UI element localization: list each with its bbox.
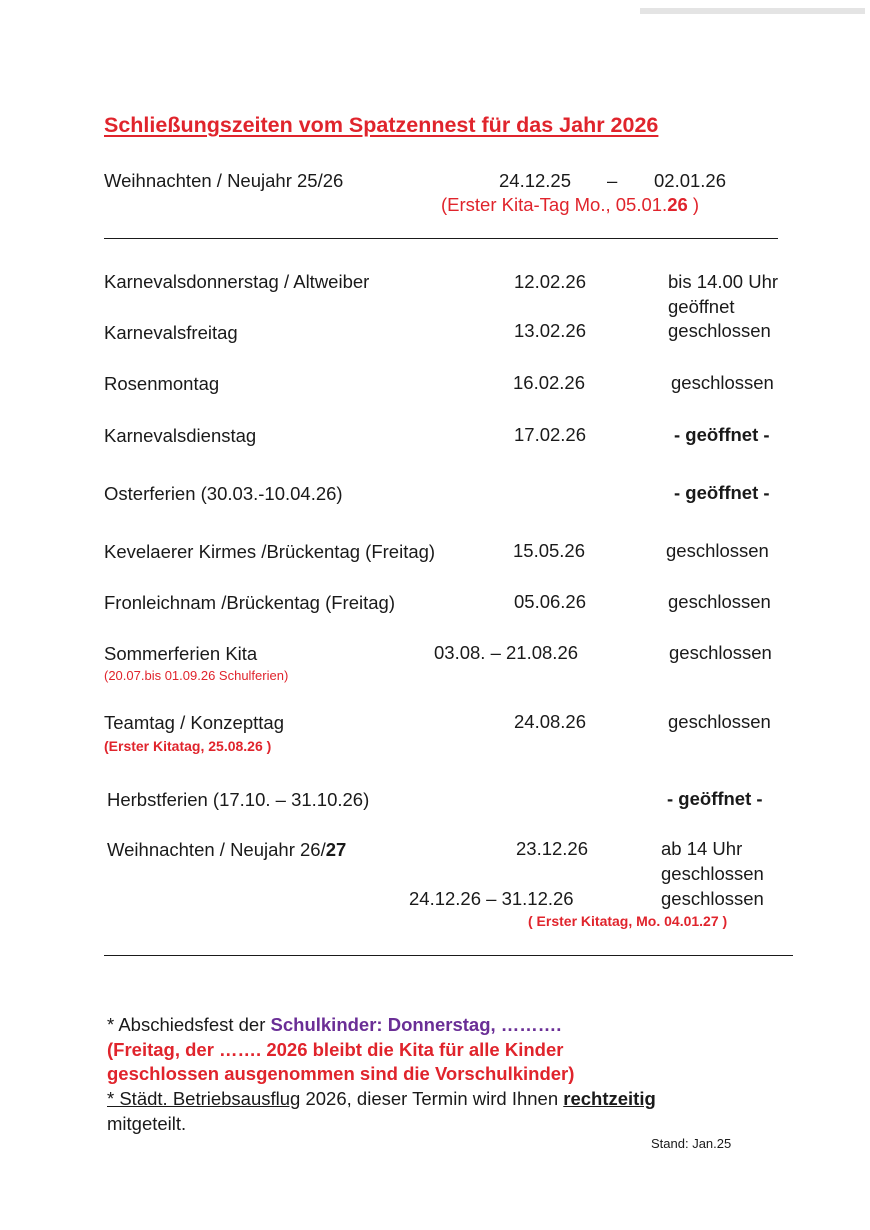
weiberfastnacht-status-time: bis 14.00 Uhr <box>668 271 779 292</box>
karnevalsdienstag-status: - geöffnet - <box>674 424 770 445</box>
karnevalsdienstag-label: Karnevalsdienstag <box>104 425 257 446</box>
rosenmontag-label: Rosenmontag <box>104 373 220 394</box>
christmas-25-date-from: 24.12.25 <box>499 170 572 191</box>
teamtag-status: geschlossen <box>668 711 771 732</box>
kirmes-label: Kevelaerer Kirmes /Brückentag (Freitag) <box>104 541 436 562</box>
rosenmontag-status: geschlossen <box>671 372 774 393</box>
karnevalsfreitag-status: geschlossen <box>668 320 771 341</box>
page-title: Schließungszeiten vom Spatzennest für das Jahr 2026 <box>104 113 659 137</box>
karnevalsdienstag-date: 17.02.26 <box>514 424 587 445</box>
status-date: Stand: Jan.25 <box>651 1136 732 1151</box>
osterferien-status: - geöffnet - <box>674 482 770 503</box>
karnevalsfreitag-label: Karnevalsfreitag <box>104 322 238 343</box>
sommerferien-school-note: (20.07.bis 01.09.26 Schulferien) <box>104 668 289 683</box>
christmas-26-range-status: geschlossen <box>661 888 764 909</box>
karnevalsfreitag-date: 13.02.26 <box>514 320 587 341</box>
christmas-26-status: geschlossen <box>661 863 764 884</box>
christmas-26-date: 23.12.26 <box>516 838 589 859</box>
kirmes-status: geschlossen <box>666 540 769 561</box>
osterferien-label: Osterferien (30.03.-10.04.26) <box>104 483 343 504</box>
christmas-26-label: Weihnachten / Neujahr 26/27 <box>107 839 347 860</box>
fronleichnam-status: geschlossen <box>668 591 771 612</box>
sommerferien-label: Sommerferien Kita <box>104 643 258 664</box>
teamtag-label: Teamtag / Konzepttag <box>104 712 284 733</box>
friday-closure-note: (Freitag, der ……. 2026 bleibt die Kita für alle Kinder <box>107 1039 564 1060</box>
fronleichnam-label: Fronleichnam /Brückentag (Freitag) <box>104 592 395 613</box>
christmas-26-date-range: 24.12.26 – 31.12.26 <box>409 888 574 909</box>
christmas-25-first-day-note: (Erster Kita-Tag Mo., 05.01.26 ) <box>441 194 700 215</box>
sommerferien-status: geschlossen <box>669 642 772 663</box>
herbstferien-label: Herbstferien (17.10. – 31.10.26) <box>107 789 370 810</box>
friday-closure-note-cont: geschlossen ausgenommen sind die Vorschulkinder) <box>107 1063 575 1084</box>
sommerferien-date: 03.08. – 21.08.26 <box>434 642 579 663</box>
christmas-26-first-day-note: ( Erster Kitatag, Mo. 04.01.27 ) <box>528 913 728 929</box>
staff-outing-note-cont: mitgeteilt. <box>107 1113 187 1134</box>
herbstferien-status: - geöffnet - <box>667 788 763 809</box>
christmas-25-dash: – <box>607 170 618 191</box>
divider-top <box>104 238 778 239</box>
weiberfastnacht-status: geöffnet <box>668 296 735 317</box>
weiberfastnacht-label: Karnevalsdonnerstag / Altweiber <box>104 271 370 292</box>
christmas-25-label: Weihnachten / Neujahr 25/26 <box>104 170 344 191</box>
farewell-party-note: * Abschiedsfest der Schulkinder: Donnerstag, ………. <box>107 1014 562 1035</box>
teamtag-first-day-note: (Erster Kitatag, 25.08.26 ) <box>104 738 272 754</box>
rosenmontag-date: 16.02.26 <box>513 372 586 393</box>
divider-bottom <box>104 955 793 956</box>
weiberfastnacht-date: 12.02.26 <box>514 271 587 292</box>
christmas-26-status-time: ab 14 Uhr <box>661 838 743 859</box>
fronleichnam-date: 05.06.26 <box>514 591 587 612</box>
scan-edge-shadow <box>640 8 865 14</box>
teamtag-date: 24.08.26 <box>514 711 587 732</box>
staff-outing-note: * Städt. Betriebsausflug 2026, dieser Termin wird Ihnen rechtzeitig <box>107 1088 656 1109</box>
christmas-25-date-to: 02.01.26 <box>654 170 727 191</box>
kirmes-date: 15.05.26 <box>513 540 586 561</box>
